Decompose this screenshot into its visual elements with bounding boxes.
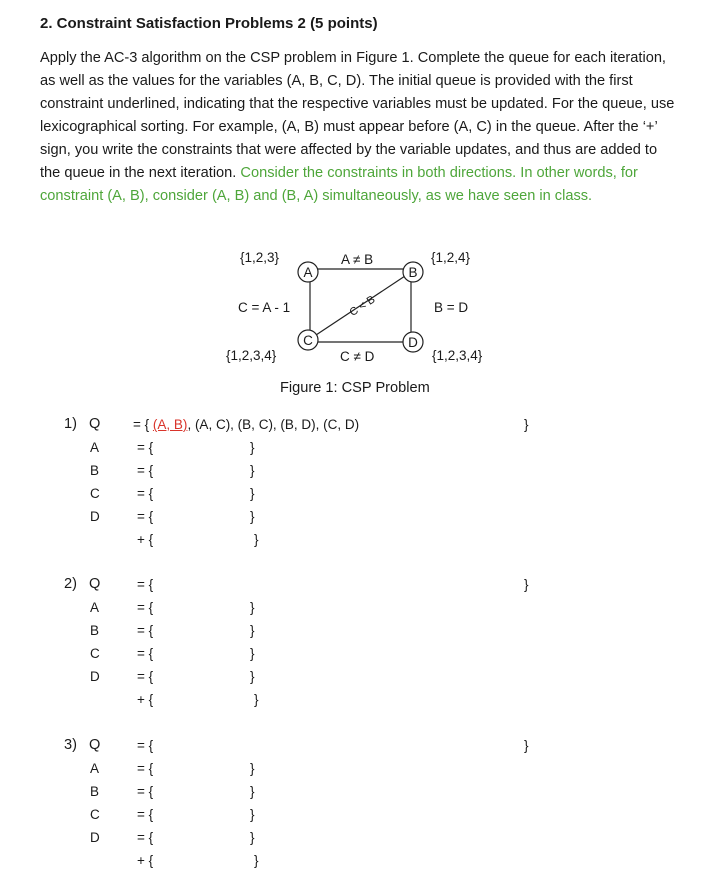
- var-close: }: [250, 761, 255, 776]
- var-close: }: [250, 486, 255, 501]
- var-close: }: [250, 669, 255, 684]
- queue-remaining: , (A, C), (B, C), (B, D), (C, D): [187, 417, 360, 432]
- instructions-text: Apply the AC-3 algorithm on the CSP problem in Figure 1. Complete the queue for each iteration, as well as the values for the variables (A, B, C, D). The initial queue is provided with the first constraint underlined, indicating that the respective variables must be updated. For the queue, use lexicographical sorting. For example, (A, B) must appear before (A, C) in the queue. After the ‘+’ sign, you write the constraints that were affected by the variable updates, and thus are added to the queue in the next iteration.: [40, 50, 675, 181]
- queue-close: }: [524, 417, 529, 432]
- iteration-number: 3): [64, 737, 77, 753]
- node-b-label: B: [408, 265, 418, 280]
- var-label-a: A: [90, 440, 100, 455]
- queue-label: Q: [89, 737, 101, 753]
- var-open: = {: [137, 463, 154, 478]
- queue-label: Q: [89, 576, 101, 592]
- plus-close: }: [254, 532, 259, 547]
- queue-open: = {: [137, 577, 154, 592]
- var-close: }: [250, 830, 255, 845]
- var-close: }: [250, 463, 255, 478]
- var-close: }: [250, 440, 255, 455]
- var-label-b: B: [90, 623, 100, 638]
- var-open: = {: [137, 600, 154, 615]
- node-a-label: A: [303, 265, 313, 280]
- plus-close: }: [254, 692, 259, 707]
- var-label-d: D: [90, 669, 100, 684]
- var-label-b: B: [90, 463, 100, 478]
- queue-first-constraint: (A, B): [152, 417, 188, 432]
- iteration-number: 2): [64, 576, 77, 592]
- queue-close: }: [524, 577, 529, 592]
- var-open: = {: [137, 761, 154, 776]
- var-close: }: [250, 646, 255, 661]
- var-open: = {: [137, 509, 154, 524]
- var-close: }: [250, 623, 255, 638]
- queue-open: = {: [133, 417, 150, 432]
- var-open: = {: [137, 623, 154, 638]
- var-open: = {: [137, 486, 154, 501]
- var-open: = {: [137, 440, 154, 455]
- queue-label: Q: [89, 416, 101, 432]
- constraint-bd: B = D: [434, 300, 469, 315]
- var-label-d: D: [90, 830, 100, 845]
- constraint-ac: C = A - 1: [238, 300, 291, 315]
- plus-open: + {: [137, 532, 154, 547]
- domain-b: {1,2,4}: [431, 250, 471, 265]
- domain-a: {1,2,3}: [240, 250, 280, 265]
- domain-d: {1,2,3,4}: [432, 348, 483, 363]
- var-label-a: A: [90, 600, 100, 615]
- var-close: }: [250, 600, 255, 615]
- plus-close: }: [254, 853, 259, 868]
- constraint-bc: C < B: [347, 293, 378, 319]
- queue-open: = {: [137, 738, 154, 753]
- var-close: }: [250, 807, 255, 822]
- var-label-c: C: [90, 646, 100, 661]
- var-label-a: A: [90, 761, 100, 776]
- var-open: = {: [137, 784, 154, 799]
- var-label-d: D: [90, 509, 100, 524]
- node-d-label: D: [408, 335, 418, 350]
- var-label-c: C: [90, 486, 100, 501]
- domain-c: {1,2,3,4}: [226, 348, 277, 363]
- figure-caption: Figure 1: CSP Problem: [280, 380, 430, 396]
- var-open: = {: [137, 807, 154, 822]
- iteration-number: 1): [64, 416, 77, 432]
- queue-close: }: [524, 738, 529, 753]
- var-close: }: [250, 784, 255, 799]
- var-label-b: B: [90, 784, 100, 799]
- var-label-c: C: [90, 807, 100, 822]
- var-open: = {: [137, 646, 154, 661]
- plus-open: + {: [137, 692, 154, 707]
- node-c-label: C: [303, 333, 313, 348]
- constraint-cd: C ≠ D: [340, 349, 375, 364]
- question-heading: 2. Constraint Satisfaction Problems 2 (5 points): [40, 15, 378, 32]
- constraint-ab: A ≠ B: [341, 252, 374, 267]
- instructions-highlight: Consider the constraints in both directions. In other words, for constraint (A, B), consider (A, B) and (B, A) simultaneously, as we have seen in class.: [40, 165, 638, 204]
- var-open: = {: [137, 669, 154, 684]
- initial-queue: [133, 417, 359, 432]
- var-open: = {: [137, 830, 154, 845]
- plus-open: + {: [137, 853, 154, 868]
- var-close: }: [250, 509, 255, 524]
